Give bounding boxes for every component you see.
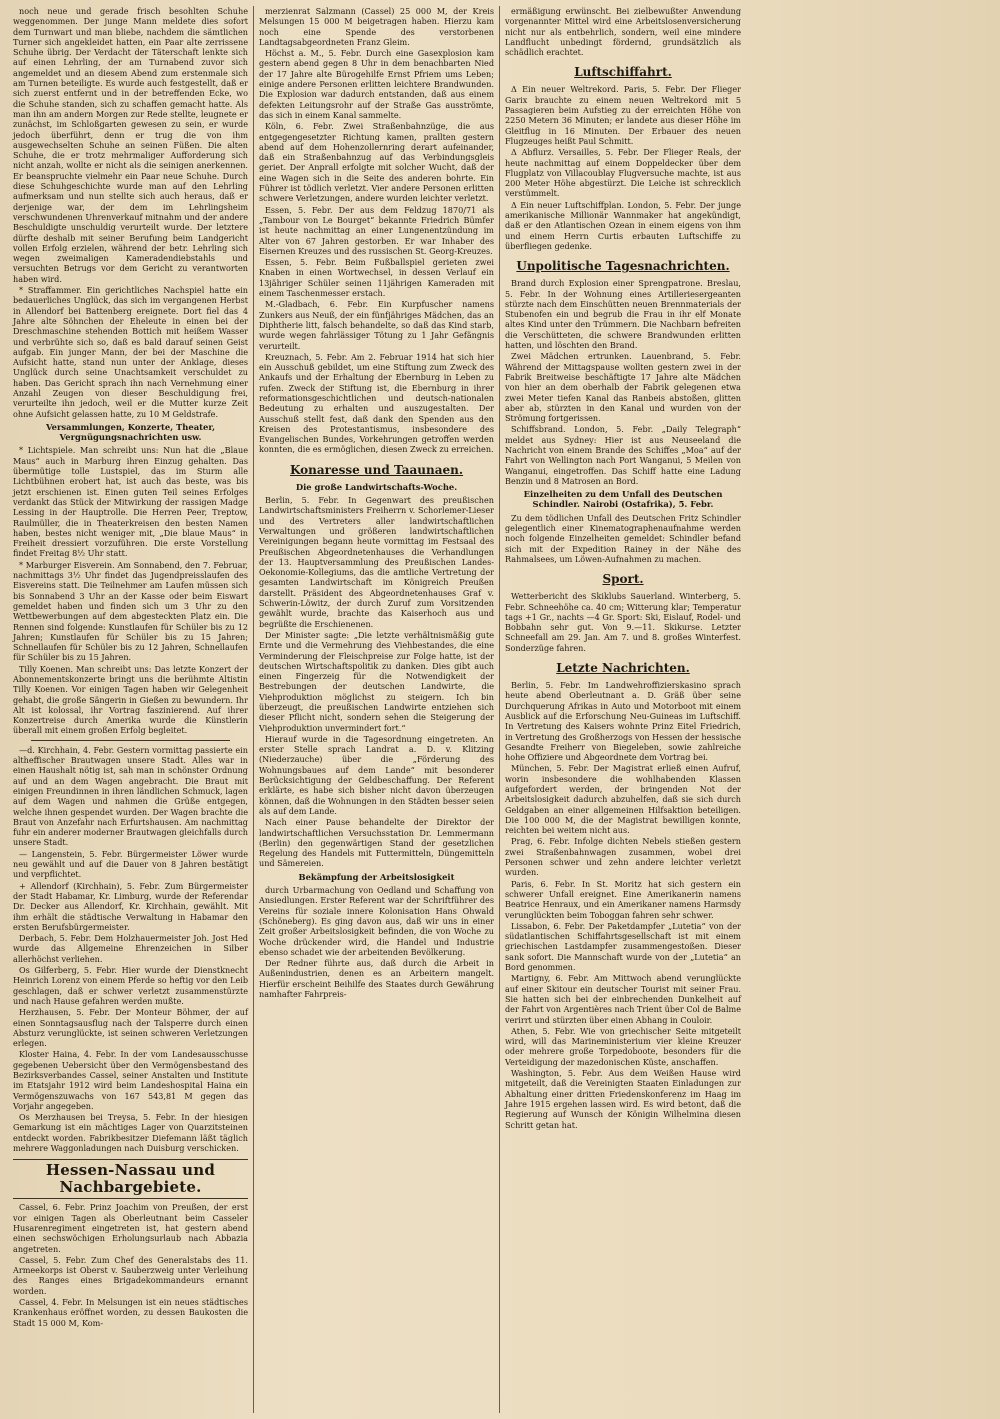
section-heading: Luftschiffahrt. <box>574 65 672 80</box>
article-paragraph: — Langenstein, 5. Febr. Bürgermeister Löwer wurde neu gewählt und auf die Dauer von 8 Jahren bestätigt und verpflichtet. <box>13 848 248 880</box>
article-paragraph: + Allendorf (Kirchhain), 5. Febr. Zum Bürgermeister der Stadt Habamar, Kr. Limburg, wurde der Referendar Dr. Decker aus Allendorf, Kr. Kirchhain, gewählt. Mit ihm erhält die städtische Verwaltung in Habamar den ersten Berufsbürgermeister. <box>13 880 248 932</box>
article-paragraph: * Straffammer. Ein gerichtliches Nachspiel hatte ein bedauerliches Unglück, das sich im vergangenen Herbst in Allendorf bei Battenberg ereignete. Dort fiel das 4 Jahre alte Söhnchen der Eheleute in einen bei der Dreschmaschine stehenden Bottich mit heißem Wasser und verbrühte sich so, daß es bald darauf seinen Geist aufgab. Ein junger Mann, der bei der Maschine die Aufsicht hatte, stand nun unter der Anklage, dieses Unglück durch seine Unachtsamkeit verschuldet zu haben. Das Gericht sprach ihn nach Vernehmung einer Anzahl Zeugen von dieser Beschuldigung frei, verurteilte ihn jedoch, weil er die Mutter kurze Zeit ohne Aufsicht gelassen hatte, zu 10 M Geldstrafe. <box>13 285 248 419</box>
article-paragraph: ermäßigung erwünscht. Bei zielbewußter Anwendung vorgenannter Mittel wird eine Arbeitslosenversicherung nicht nur als entbehrlich, sondern, weil eine mindere Landflucht unbedingt fördernd, grundsätzlich als schädlich erachtet. <box>505 6 741 58</box>
article-paragraph: Paris, 6. Febr. In St. Moritz hat sich gestern ein schwerer Unfall ereignet. Eine Amerikanerin namens Beatrice Henraux, und ein Amerikaner namens Harmsdy verunglückten beim Toboggan fahren sehr schwer. <box>505 878 741 920</box>
article-paragraph: München, 5. Febr. Der Magistrat erließ einen Aufruf, worin insbesondere die wohlhabenden Klassen aufgefordert werden, der bringenden Not der Arbeitslosigkeit dadurch abzuhelfen, daß sie sich durch Geldgaben an einer allgemeinen Hilfsaktion beteiligen. Die 100 000 M, die der Magistrat bewilligen konnte, reichten bei weitem nicht aus. <box>505 763 741 836</box>
article-paragraph: Os Merzhausen bei Treysa, 5. Febr. In der hiesigen Gemarkung ist ein mächtiges Lager von Quarzitsteinen entdeckt worden. Fabrikbesitzer Diefemann läßt täglich mehrere Waggonladungen nach Duisburg verschicken. <box>13 1112 248 1154</box>
sub-heading: Die große Landwirtschafts-Woche. <box>295 481 458 492</box>
article-paragraph: Berlin, 5. Febr. In Gegenwart des preußischen Landwirtschaftsministers Freiherrn v. Schorlemer-Lieser und des Vertreters aller landwirtschaftlichen Verwaltungen und größeren landwirtschaftlichen Vereinigungen begann heute vormittag im Festsaal des Preußischen Abgeordnetenhauses die Verhandlungen der 13. Hauptversammlung des Preußischen Landes-Oekonomie-Kollegiums, das die amtliche Vertretung der gesamten Landwirtschaft im Königreich Preußen darstellt. Präsident des Abgeordnetenhauses Graf v. Schwerin-Löwitz, der durch Zuruf zum Vorsitzenden gewählt wurde, brachte das Kaiserhoch aus und begrüßte die Erschienenen. <box>259 495 494 629</box>
article-paragraph: Os Gilferberg, 5. Febr. Hier wurde der Dienstknecht Heinrich Lorenz von einem Pferde so heftig vor den Leib geschlagen, daß er schwer verletzt zusammenstürzte und nach Hause gefahren werden mußte. <box>13 965 248 1006</box>
article-paragraph: merzienrat Salzmann (Cassel) 25 000 M, der Kreis Melsungen 15 000 M beigetragen haben. Hierzu kam noch eine Spende des verstorbenen Landtagsabgeordneten Franz Gleim. <box>259 6 494 47</box>
article-paragraph: Washington, 5. Febr. Aus dem Weißen Hause wird mitgeteilt, daß die Vereinigten Staaten Einladungen zur Abhaltung einer dritten Friedenskonferenz im Haag im Jahre 1915 ergehen lassen wird. Es wird betont, daß die Regierung auf Wunsch der Königin Wilhelmina diesen Schritt getan hat. <box>505 1068 741 1130</box>
article-paragraph: noch neue und gerade frisch besohlten Schuhe weggenommen. Der junge Mann meldete dies sofort dem Turnwart und man bliebe, nachdem die sämtlichen Turner sich angekleidet hatten, ein Paar alte zerrissene Schuhe übrig. Der Verdacht der Täterschaft lenkte sich auf einen Lehrling, der am Turnabend zuvor sich angemeldet und an diesem Abend zum erstenmale sich am Turnen beteiligte. Es wurde auch festgestellt, daß er sich zuerst entfernt und in der betreffenden Ecke, wo die Schuhe standen, sich zu schaffen gemacht hatte. Als man ihn am andern Morgen zur Rede stellte, leugnete er zunächst, im Schloßgarten gewesen zu sein, er wurde jedoch überführt, denn er trug die von ihm ausgewechselten Schuhe an seinen Füßen. Die alten Schuhe, die er trotz mehrmaliger Aufforderung sich nicht anzah, wollte er nicht als die seinigen anerkennen. Er beanspruchte vielmehr ein Paar neue Schuhe. Durch diese Schuhgeschichte wurde man auf den Lehrling aufmerksam und nun stellte sich auch heraus, daß er derjenige war, der dem im Lehrlingsheim verschwundenen Uhrenverkauf mitnahm und der andere Beschuldigte unschuldig verurteilt wurde. Der letztere dürfte deshalb mit seiner Berufung beim Landgericht vollen Erfolg erzielen, während der betr. Lehrling sich wegen zweimaligen Kameradendiebstahls und versuchten Betrugs vor dem Gericht zu verantworten haben wird. <box>13 6 248 284</box>
article-paragraph: Kreuznach, 5. Febr. Am 2. Februar 1914 hat sich hier ein Ausschuß gebildet, um eine Stiftung zum Zweck des Ankaufs und der Erhaltung der Ebernburg in Leben zu rufen. Zweck der Stiftung ist, die Ebernburg in ihrer reformationsgeschichtlichen und deutsch-nationalen Bedeutung zu erhalten und auszugestalten. Der Ausschuß stellt fest, daß dank den Spenden aus den Kreisen des Protestantismus, insbesondere des Evangelischen Bundes, Vorkehrungen getroffen werden konnten, die es ermöglichen, diesen Zweck zu erreichen. <box>259 351 494 455</box>
article-paragraph: Höchst a. M., 5. Febr. Durch eine Gasexplosion kam gestern abend gegen 8 Uhr in dem benachbarten Nied der 17 Jahre alte Bürogehilfe Ernst Pfriem ums Leben; einige andere Personen erlitten leichtere Brandwunden. Die Explosion war dadurch entstanden, daß aus einem defekten Leitungsrohr auf der Straße Gas ausströmte, das sich in einem Kanal sammelte. <box>259 48 494 120</box>
article-paragraph: Wetterbericht des Skiklubs Sauerland. Winterberg, 5. Febr. Schneehöhe ca. 40 cm; Witterung klar; Temperatur tags +1 Gr., nachts —4 Gr. Sport: Ski, Eislauf, Rodel- und Bobbahn sehr gut. Von 9.—11. Skikurse. Letzter Schneefall am 29. Jan. Am 7. und 8. großes Winterfest. Sonderzüge fahren. <box>505 591 741 653</box>
article-paragraph: Δ Ein neuer Weltrekord. Paris, 5. Febr. Der Flieger Garix brauchte zu einem neuen Weltrekord mit 5 Passagieren beim Aufstieg zu der erreichten Höhe von 2250 Metern 36 Minuten; er landete aus dieser Höhe im Gleitflug in 16 Minuten. Der Erbauer des neuen Flugzeuges heißt Paul Schmitt. <box>505 84 741 146</box>
article-paragraph: M.-Gladbach, 6. Febr. Ein Kurpfuscher namens Zunkers aus Neuß, der ein fünfjähriges Mädchen, das an Diphtherie litt, falsch behandelte, so daß das Kind starb, wurde wegen fahrlässiger Tötung zu 1 Jahr Gefängnis verurteilt. <box>259 299 494 351</box>
article-paragraph: durch Urbarmachung von Oedland und Schaffung von Ansiedlungen. Erster Referent war der Schriftführer des Vereins für soziale innere Kolonisation Hans Ohwald (Schöneberg). Es ging davon aus, daß wir uns in einer Zeit großer Arbeitslosigkeit befinden, die von Woche zu Woche drückender wird, die Handel und Industrie ebenso schadet wie der arbeitenden Bevölkerung. <box>259 885 494 957</box>
article-paragraph: * Marburger Eisverein. Am Sonnabend, den 7. Februar, nachmittags 3½ Uhr findet das Jugendpreisslaufen des Eisvereins statt. Die Teilnehmer am Laufen müssen sich bis Sonnabend 3 Uhr an der Kasse oder beim Eiswart gemeldet haben und finden sich um 3 Uhr zu den Wettbewerbungen auf dem abgesteckten Platz ein. Die Rennen sind folgende: Kunstlaufen für Schüler bis zu 12 Jahren; Kunstlaufen für Schüler bis zu 15 Jahren; Schnellaufen für Schüler bis zu 12 Jahren, Schnellaufen für Schüler bis zu 15 Jahren. <box>13 559 248 663</box>
article-paragraph: Hierauf wurde in die Tagesordnung eingetreten. An erster Stelle sprach Landrat a. D. v. Klitzing (Niederzauche) über die „Förderung des Wohnungsbaues auf dem Lande“ mit besonderer Berücksichtigung der Geldbeschaffung. Der Referent erklärte, es habe sich bisher nicht davon überzeugen können, daß die Wohnungen in den Städten besser seien als auf dem Lande. <box>259 733 494 816</box>
sub-heading: Bekämpfung der Arbeitslosigkeit <box>298 871 455 882</box>
article-paragraph: Köln, 6. Febr. Zwei Straßenbahnzüge, die aus entgegengesetzter Richtung kamen, prallten gestern abend auf dem Hohenzollernring derart aufeinander, daß ein Straßenbahnzug auf das Verbindungsgleis geriet. Der Anprall erfolgte mit solcher Wucht, daß der eine Wagen sich in die Seite des anderen bohrte. Ein Führer ist tödlich verletzt. Vier andere Personen erlitten schwere Verletzungen, andere wurden leichter verletzt. <box>259 121 494 204</box>
article-paragraph: Essen, 5. Febr. Beim Fußballspiel gerieten zwei Knaben in einen Wortwechsel, in dessen Verlauf ein 13jähriger Schüler seinen 11jährigen Kameraden mit einem Taschenmesser erstach. <box>259 257 494 299</box>
article-paragraph: Zwei Mädchen ertrunken. Lauenbrand, 5. Febr. Während der Mittagspause wollten gestern zwei in der Fabrik Breitweise beschäftigte 17 Jahre alte Mädchen von hier an dem oberhalb der Fabrik gelegenen etwa zwei Meter tiefen Kanal das Ranbeis abstoßen, glitten aber ab, stürzten in den Kanal und wurden von der Strömung fortgerissen. <box>505 351 741 424</box>
article-paragraph: Cassel, 6. Febr. Prinz Joachim von Preußen, der erst vor einigen Tagen als Oberleutnant beim Casseler Husarenregiment eingetreten ist, hat gestern abend einen sechswöchigen Erholungsurlaub nach Abbazia angetreten. <box>13 1202 248 1254</box>
article-paragraph: Athen, 5. Febr. Wie von griechischer Seite mitgeteilt wird, will das Marineministerium vier kleine Kreuzer oder mehrere große Torpedoboote, besonders für die Verteidigung der mazedonischen Küste, anschaffen. <box>505 1025 741 1067</box>
column-left <box>8 6 254 1413</box>
article-paragraph: Δ Ein neuer Luftschiffplan. London, 5. Febr. Der junge amerikanische Millionär Wannmaker hat angekündigt, daß er den Atlantischen Ozean in einem eigens von ihm und einem Herrn Curtis erbauten Luftschiffe zu überfliegen gedenke. <box>505 199 741 251</box>
article-paragraph: Lissabon, 6. Febr. Der Paketdampfer „Lutetia“ von der südatlantischen Schiffahrtsgesellschaft ist mit einem griechischen Lastdampfer zusammengestoßen. Dieser sank sofort. Die Mannschaft wurde von der „Lutetia“ an Bord genommen. <box>505 920 741 973</box>
section-heading: Konaresse und Taaunaen. <box>289 462 464 477</box>
article-paragraph: Essen, 5. Febr. Der aus dem Feldzug 1870/71 als „Tambour von Le Bourget“ bekannte Friedrich Bümfer ist heute nachmittag an einer Lungenentzündung im Alter von 67 Jahren gestorben. Er war Inhaber des Eisernen Kreuzes und des russischen St. Georg-Kreuzes. <box>259 204 494 256</box>
article-paragraph: Zu dem tödlichen Unfall des Deutschen Fritz Schindler gelegentlich einer Kinematographenaufnahme werden noch folgende Einzelheiten gemeldet: Schindler befand sich mit der Expedition Rainey in der Nähe des Rahmalsees, um Löwen-Aufnahmen zu machen. <box>505 512 741 564</box>
article-paragraph: Cassel, 5. Febr. Zum Chef des Generalstabs des 11. Armeekorps ist Oberst v. Sauberzweig unter Verleihung des Ranges eines Brigadekommandeurs ernannt worden. <box>13 1254 248 1296</box>
column-container <box>8 6 992 1413</box>
article-paragraph: —d. Kirchhain, 4. Febr. Gestern vormittag passierte ein altheffischer Brautwagen unsere Stadt. Alles war in einen Haushalt nötig ist, sah man in schönster Ordnung auf und an dem Wagen angebracht. Die Braut mit einigen Freundinnen in ihren ländlichen Schmuck, lagen auf dem Wagen und nahmen die Grüße entgegen, welche ihnen gespendet wurden. Der Wagen brachte die Braut von Anzefahr nach Erfurtshausen. Am nachmittag fuhr ein anderer moderner Brautwagen gleichfalls durch unsere Stadt. <box>13 744 248 848</box>
sub-heading: Einzelheiten zu dem Unfall des Deutschen Schindler. Nairobi (Ostafrika), 5. Febr. <box>523 489 723 510</box>
article-paragraph: Herzhausen, 5. Febr. Der Monteur Böhmer, der auf einen Sonntagsausflug nach der Talsperre durch einen Absturz verunglückte, ist seinen schweren Verletzungen erlegen. <box>13 1007 248 1049</box>
article-paragraph: Prag, 6. Febr. Infolge dichten Nebels stießen gestern zwei Straßenbahnwagen zusammen, wobei drei Personen schwer und zehn andere leichter verletzt wurden. <box>505 836 741 878</box>
article-paragraph: Derbach, 5. Febr. Dem Holzhauermeister Joh. Jost Hed wurde das Allgemeine Ehrenzeichen in Silber allerhöchst verliehen. <box>13 933 248 964</box>
section-heading: Hessen-Nassau und Nachbargebiete. <box>13 1159 248 1199</box>
article-paragraph: Δ Abflurz. Versailles, 5. Febr. Der Flieger Reals, der heute nachmittag auf einem Doppeldecker über dem Flugplatz von Villacoublay Flugversuche machte, ist aus 200 Meter Höhe abgestürzt. Die Leiche ist schrecklich verstümmelt. <box>505 147 741 199</box>
article-paragraph: Nach einer Pause behandelte der Direktor der landwirtschaftlichen Versuchsstation Dr. Lemmermann (Berlin) den gegenwärtigen Stand der gesetzlichen Regelung des Handels mit Futtermitteln, Düngemitteln und Sämereien. <box>259 817 494 869</box>
sub-heading: Versammlungen, Konzerte, Theater, Vergnügungsnachrichten usw. <box>45 421 216 443</box>
article-paragraph: * Lichtspiele. Man schreibt uns: Nun hat die „Blaue Maus“ auch in Marburg ihren Einzug gehalten. Das übermütige tolle Lustspiel, das im Sturm alle Lichtbühnen erobert hat, ist auch das beste, was bis jetzt erschienen ist. Einen guten Teil seines Erfolges verdankt das Stück der Mitwirkung der rassigen Madge Lessing in der Hauptrolle. Die Herren Peer, Treptow, Raulmüller, die in Theaterkreisen den besten Namen haben, bestes nicht weniger mit, „Die blaue Maus“ in Freiheit dressiert vorzuführen. Die erste Vorstellung findet Freitag 8½ Uhr statt. <box>13 445 248 559</box>
column-right <box>500 6 746 1413</box>
article-paragraph: Berlin, 5. Febr. Im Landwehroffizierskasino sprach heute abend Oberleutnant a. D. Gräß über seine Durchquerung Afrikas in Auto und Motorboot mit einem Ausblick auf die Erforschung Neu-Guineas im Luftschiff. In Vertretung des Kaisers wohnte Prinz Eitel Friedrich, in Vertretung des Großherzogs von Hessen der hessische Gesandte Freiherr von Biegeleben, sowie zahlreiche hohe Offiziere und Abgeordnete dem Vortrag bei. <box>505 680 741 763</box>
separator-rule <box>31 740 230 741</box>
section-heading: Sport. <box>602 572 644 587</box>
article-paragraph: Der Redner führte aus, daß durch die Arbeit in Außenindustrien, denen es an Arbeitern mangelt. Hierfür erscheint Beihilfe des Staates durch Gewährung namhafter Fahrpreis- <box>259 958 494 1000</box>
section-heading: Unpolitische Tagesnachrichten. <box>516 259 730 274</box>
article-paragraph: Schiffsbrand. London, 5. Febr. „Daily Telegraph“ meldet aus Sydney: Hier ist aus Neuseeland die Nachricht von einem Brande des Schiffes „Moa“ auf der Fahrt von Wellington nach Port Wanganui, 5 Meilen von Wanganui, eingetroffen. Das Schiff hatte eine Ladung Benzin und 8 Matrosen an Bord. <box>505 424 741 486</box>
article-paragraph: Kloster Haina, 4. Febr. In der vom Landesausschusse gegebenen Uebersicht über den Vermögensbestand des Bezirksverbandes Cassel, seiner Anstalten und Institute im Etatsjahr 1912 wird beim Landeshospital Haina ein Vermögenszuwachs von 167 543,81 M gegen das Vorjahr angegeben. <box>13 1049 248 1111</box>
article-paragraph: Tilly Koenen. Man schreibt uns: Das letzte Konzert der Abonnementskonzerte bringt uns die berühmte Altistin Tilly Koenen. Vor einigen Tagen haben wir Gelegenheit gehabt, die große Sängerin in Gießen zu bewundern. Ihr Alt ist kolossal, ihr Vortrag faszinierend. Auf ihrer Konzertreise durch Amerika wurde die Künstlerin überall mit einem großen Erfolg begleitet. <box>13 663 248 736</box>
section-heading: Letzte Nachrichten. <box>556 661 690 676</box>
article-paragraph: Martigny, 6. Febr. Am Mittwoch abend verunglückte auf einer Skitour ein deutscher Tourist mit seiner Frau. Sie hatten sich bei der einbrechenden Dunkelheit auf der Fahrt von Argentières nach Trient über Col de Balme verirrt und stürzten über einen Abhang in Couloir. <box>505 973 741 1025</box>
article-paragraph: Cassel, 4. Febr. In Melsungen ist ein neues städtisches Krankenhaus eröffnet worden, zu dessen Baukosten die Stadt 15 000 M, Kom- <box>13 1297 248 1328</box>
article-paragraph: Der Minister sagte: „Die letzte verhältnismäßig gute Ernte und die Vermehrung des Viehbestandes, die eine Verminderung der Fleischpreise zur Folge hatte, ist der deutschen Wirtschaftspolitik zu danken. Dies gibt auch einen Fingerzeig für die Notwendigkeit der Bestrebungen der deutschen Landwirte, die Viehproduktion möglichst zu steigern. Ich bin überzeugt, die preußischen Landwirte entziehen sich dieser Pflicht nicht, sondern sehen die Steigerung der Viehproduktion unvermindert fort.“ <box>259 629 494 733</box>
article-paragraph: Brand durch Explosion einer Sprengpatrone. Breslau, 5. Febr. In der Wohnung eines Artilleriesergeanten stürzte nach dem Einschütten neuen Brennmaterials der Stubenofen ein und begrub die Frau in ihr elf Monate altes Kind unter den Trümmern. Die Nachbarn befreiten die Verschütteten, die schwere Brandwunden erlitten hatten, und löschten den Brand. <box>505 278 741 351</box>
column-middle <box>254 6 500 1413</box>
